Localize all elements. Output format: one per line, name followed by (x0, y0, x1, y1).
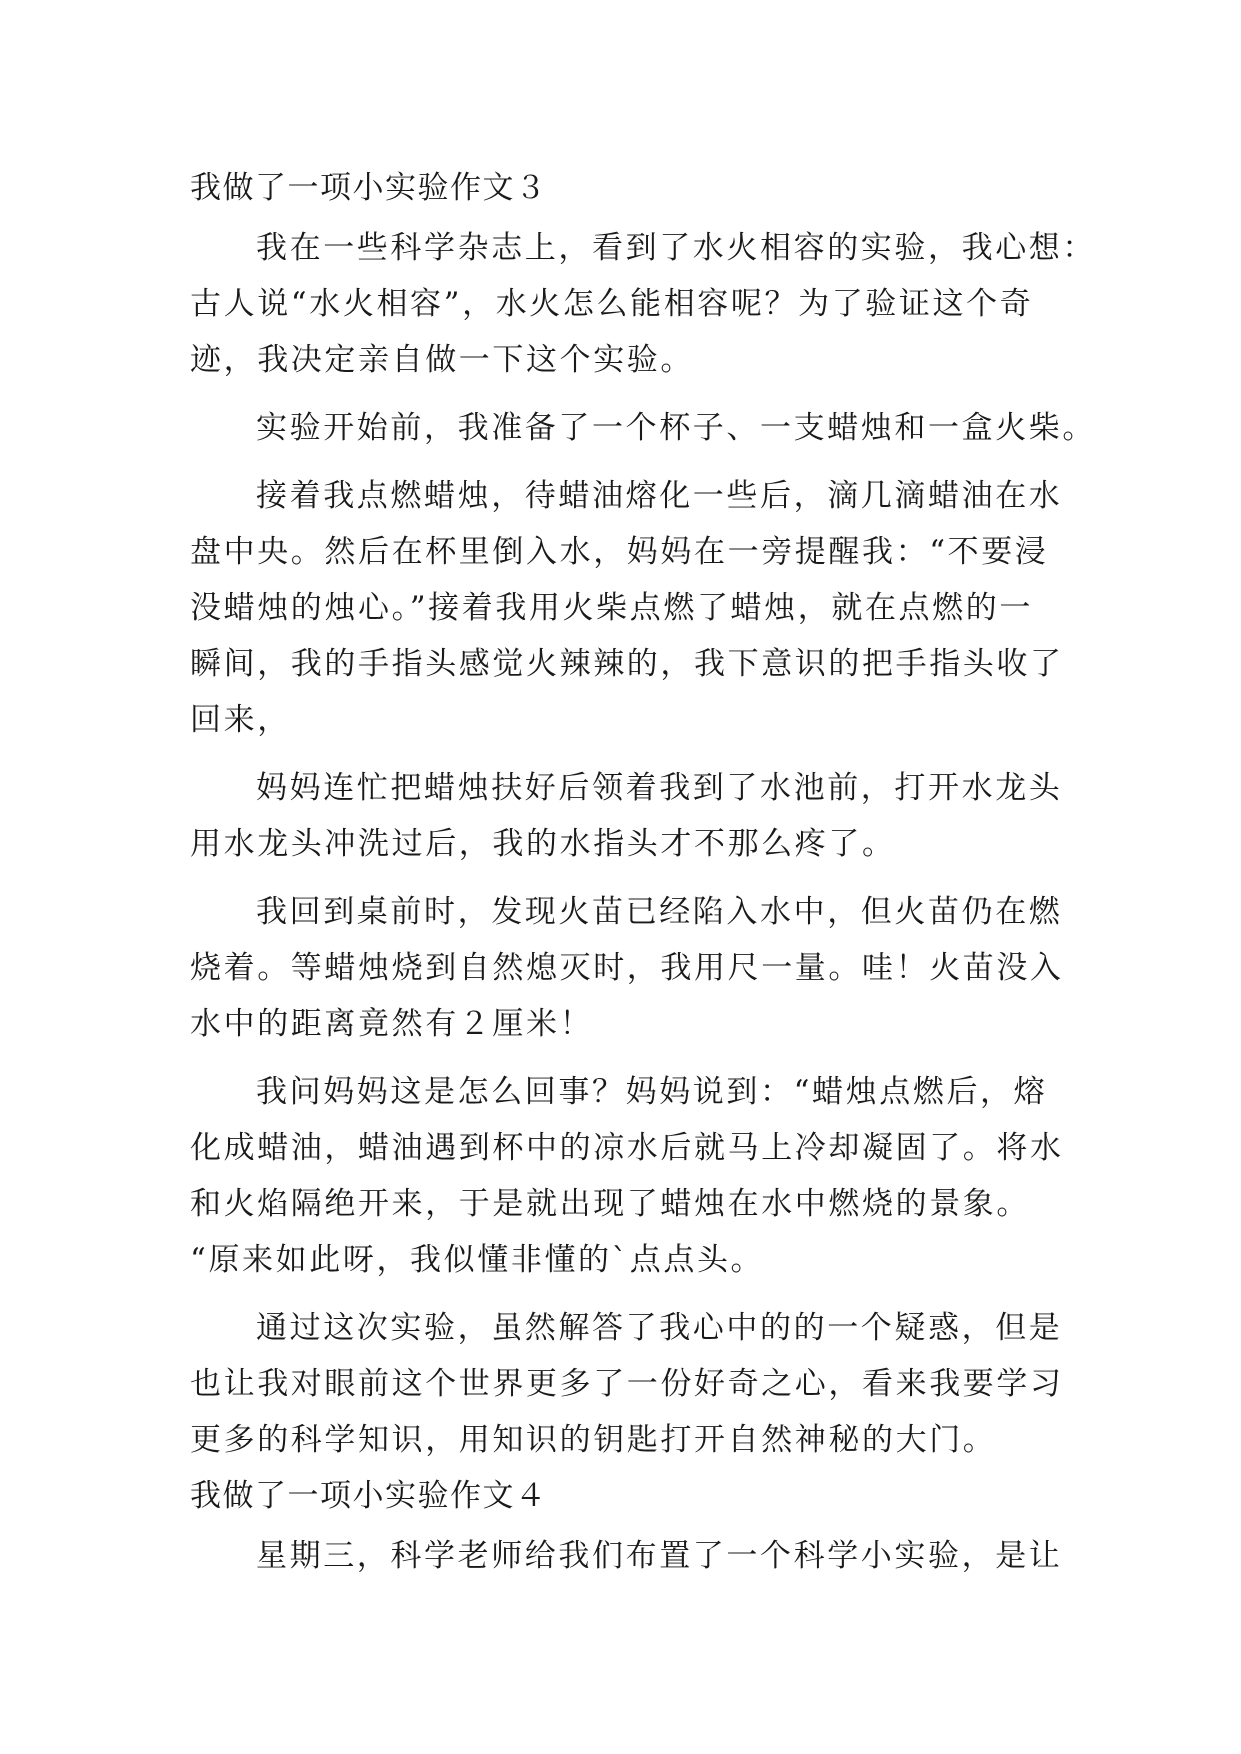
text-line: 接着我点燃蜡烛，待蜡油熔化一些后，滴几滴蜡油在水 (256, 478, 1063, 514)
paragraph (190, 468, 1064, 748)
text-line: 瞬间，我的手指头感觉火辣辣的，我下意识的把手指头收了 (190, 646, 1064, 682)
paragraph (190, 1300, 1064, 1468)
text-line: 烧着。等蜡烛烧到自然熄灭时，我用尺一量。哇！火苗没入 (190, 950, 1064, 986)
text-line: 我问妈妈这是怎么回事？妈妈说到：“蜡烛点燃后，熔 (256, 1074, 1048, 1110)
text-line: 星期三，科学老师给我们布置了一个科学小实验，是让 (256, 1538, 1063, 1574)
paragraph (190, 1064, 1064, 1288)
text-line: 妈妈连忙把蜡烛扶好后领着我到了水池前，打开水龙头 (256, 770, 1063, 806)
text-line: 化成蜡油，蜡油遇到杯中的凉水后就马上冷却凝固了。将水 (190, 1130, 1064, 1166)
text-line: “原来如此呀，我似懂非懂的`点点头。 (190, 1242, 765, 1278)
paragraph (190, 884, 1064, 1052)
text-line: 和火焰隔绝开来，于是就出现了蜡烛在水中燃烧的景象。 (190, 1186, 1030, 1222)
text-line: 我回到桌前时，发现火苗已经陷入水中，但火苗仍在燃 (256, 894, 1063, 930)
text-line: 回来， (190, 702, 291, 738)
text-line: 用水龙头冲洗过后，我的水指头才不那么疼了。 (190, 826, 896, 862)
section-heading: 我做了一项小实验作文３ (190, 170, 548, 206)
text-line: 没蜡烛的烛心。”接着我用火柴点燃了蜡烛，就在点燃的一 (190, 590, 1033, 626)
text-line: 通过这次实验，虽然解答了我心中的的一个疑惑，但是 (256, 1310, 1063, 1346)
document-page (190, 160, 1096, 1584)
paragraph (190, 220, 1096, 388)
section-heading: 我做了一项小实验作文４ (190, 1478, 548, 1514)
text-line: 我在一些科学杂志上，看到了水火相容的实验，我心想： (256, 230, 1096, 266)
text-line: 实验开始前，我准备了一个杯子、一支蜡烛和一盒火柴。 (256, 410, 1096, 446)
text-line: 更多的科学知识，用知识的钥匙打开自然神秘的大门。 (190, 1422, 997, 1458)
text-line: 迹，我决定亲自做一下这个实验。 (190, 342, 694, 378)
paragraph (190, 760, 1063, 872)
text-line: 古人说“水火相容”，水火怎么能相容呢？为了验证这个奇 (190, 286, 1034, 322)
text-line: 水中的距离竟然有２厘米！ (190, 1006, 594, 1042)
text-line: 也让我对眼前这个世界更多了一份好奇之心，看来我要学习 (190, 1366, 1064, 1402)
paragraph (190, 400, 1096, 456)
text-line: 盘中央。然后在杯里倒入水，妈妈在一旁提醒我：“不要浸 (190, 534, 1049, 570)
paragraph (190, 1528, 1063, 1584)
